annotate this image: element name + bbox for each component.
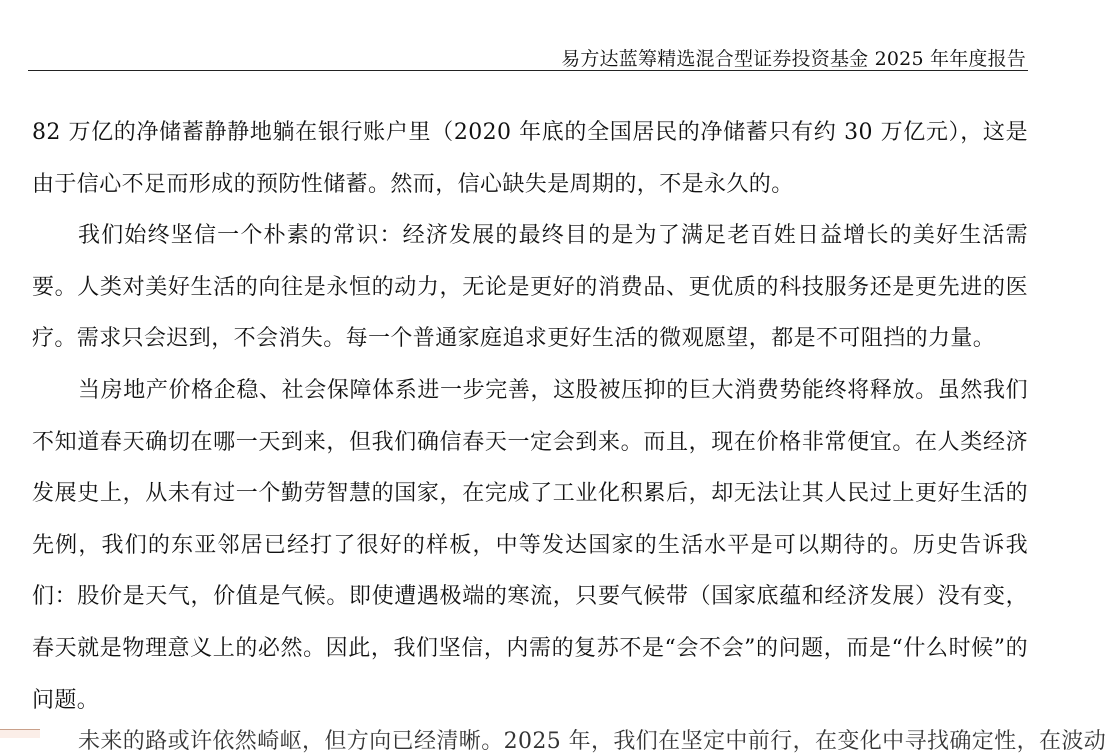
cutoff-next-paragraph <box>32 722 1106 754</box>
page-header <box>28 40 1028 71</box>
report-body <box>32 107 1028 726</box>
paragraph-savings: 82 万亿的净储蓄静静地躺在银行账户里（2020 年底的全国居民的净储蓄只有约 30 万亿元），这是由于信心不足而形成的预防性储蓄。然而，信心缺失是周期的，不是永久的。 <box>32 120 1028 197</box>
paragraph-consumption-outlook: 当房地产价格企稳、社会保障体系进一步完善，这股被压抑的巨大消费势能终将释放。虽然我们不知道春天确切在哪一天到来，但我们确信春天一定会到来。而且，现在价格非常便宜。在人类经济发展史上，从未有过一个勤劳智慧的国家，在完成了工业化积累后，却无法让其人民过上更好生活的先例，我们的东亚邻居已经打了很好的样板，中等发达国家的生活水平是可以期待的。历史告诉我们：股价是天气，价值是气候。即使遭遇极端的寒流，只要气候带（国家底蕴和经济发展）没有变，春天就是物理意义上的必然。因此，我们坚信，内需的复苏不是“会不会”的问题，而是“什么时候”的问题。 <box>32 377 1028 713</box>
corner-page-mark <box>0 729 40 738</box>
paragraph-common-sense: 我们始终坚信一个朴素的常识：经济发展的最终目的是为了满足老百姓日益增长的美好生活需要。人类对美好生活的向往是永恒的动力，无论是更好的消费品、更优质的科技服务还是更先进的医疗。需求只会迟到，不会消失。每一个普通家庭追求更好生活的微观愿望，都是不可阻挡的力量。 <box>32 223 1028 352</box>
report-title: 易方达蓝筹精选混合型证券投资基金 2025 年年度报告 <box>561 48 1026 70</box>
cutoff-text: 未来的路或许依然崎岖，但方向已经清晰。2025 年，我们在坚定中前行，在变化中寻找确定性，在波动 <box>78 729 1106 754</box>
